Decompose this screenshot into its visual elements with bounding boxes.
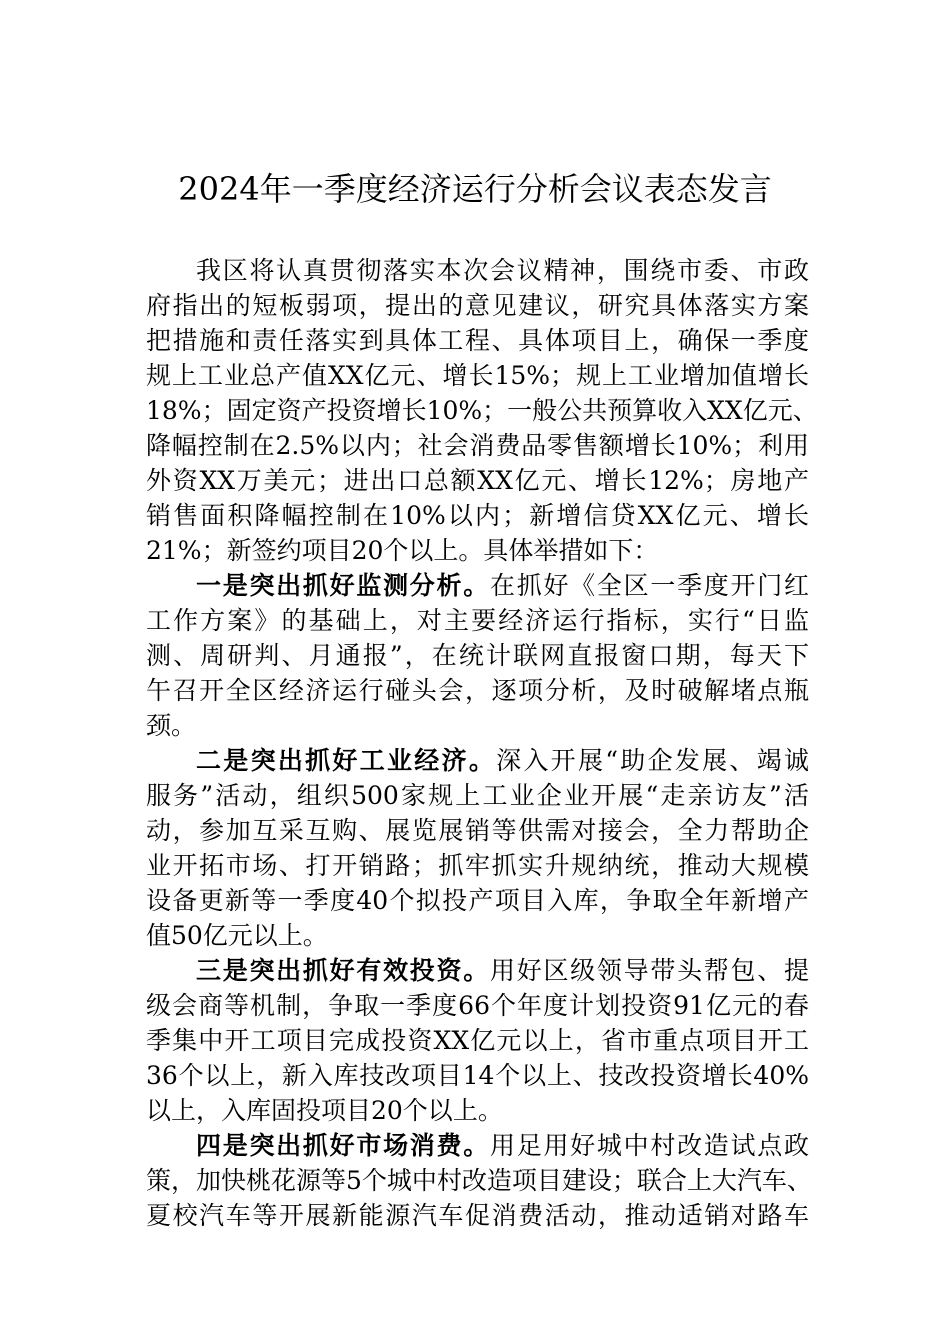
section-industrial-economy bbox=[146, 743, 809, 953]
text-line: 我区将认真贯彻落实本次会议精神，围绕市委、市政 bbox=[196, 256, 809, 285]
section-first-line bbox=[146, 1128, 809, 1163]
text-line: 午召开全区经济运行碰头会，逐项分析，及时破解堵点瓶 bbox=[146, 676, 809, 705]
section-lead: 二是突出抓好工业经济。 bbox=[196, 746, 497, 775]
section-first-line bbox=[146, 953, 809, 988]
text-line: 21%；新签约项目20个以上。具体举措如下： bbox=[146, 536, 659, 565]
text-line: 动，参加互采互购、展览展销等供需对接会，全力帮助企 bbox=[146, 816, 809, 845]
section-first-text: 深入开展“助企发展、竭诚 bbox=[496, 746, 809, 775]
text-line: 府指出的短板弱项，提出的意见建议，研究具体落实方案 bbox=[146, 291, 809, 320]
text-line: 季集中开工项目完成投资XX亿元以上，省市重点项目开工 bbox=[146, 1026, 809, 1055]
section-first-text: 用足用好城中村改造试点政 bbox=[490, 1131, 809, 1160]
section-first-text: 用好区级领导带头帮包、提 bbox=[490, 956, 809, 985]
section-lead: 一是突出抓好监测分析。 bbox=[196, 571, 490, 600]
section-first-line bbox=[146, 568, 809, 603]
text-line: 值50亿元以上。 bbox=[146, 921, 328, 950]
text-line: 夏校汽车等开展新能源汽车促消费活动，推动适销对路车 bbox=[146, 1201, 809, 1230]
text-line: 36个以上，新入库技改项目14个以上、技改投资增长40% bbox=[146, 1061, 809, 1090]
text-line: 把措施和责任落实到具体工程、具体项目上，确保一季度 bbox=[146, 326, 809, 355]
text-line: 颈。 bbox=[146, 711, 197, 740]
text-line: 以上，入库固投项目20个以上。 bbox=[146, 1096, 503, 1125]
document-title: 2024年一季度经济运行分析会议表态发言 bbox=[178, 170, 772, 208]
text-line: 业开拓市场、打开销路；抓牢抓实升规纳统，推动大规模 bbox=[146, 851, 809, 880]
text-line: 规上工业总产值XX亿元、增长15%；规上工业增加值增长 bbox=[146, 361, 809, 390]
text-line: 外资XX万美元；进出口总额XX亿元、增长12%；房地产 bbox=[146, 466, 809, 495]
section-monitoring-analysis bbox=[146, 568, 809, 743]
intro-paragraph bbox=[146, 253, 818, 568]
section-market-consumption bbox=[146, 1128, 812, 1233]
text-line: 级会商等机制，争取一季度66个年度计划投资91亿元的春 bbox=[146, 991, 809, 1020]
text-line: 测、周研判、月通报”，在统计联网直报窗口期，每天下 bbox=[146, 641, 809, 670]
text-line: 设备更新等一季度40个拟投产项目入库，争取全年新增产 bbox=[146, 886, 809, 915]
text-line: 销售面积降幅控制在10%以内；新增信贷XX亿元、增长 bbox=[146, 501, 809, 530]
document-body bbox=[146, 253, 818, 1233]
text-line: 服务”活动，组织500家规上工业企业开展“走亲访友”活 bbox=[146, 781, 809, 810]
text-line: 工作方案》的基础上，对主要经济运行指标，实行“日监 bbox=[146, 606, 809, 635]
section-effective-investment bbox=[146, 953, 809, 1128]
section-lead: 三是突出抓好有效投资。 bbox=[196, 956, 490, 985]
text-line: 策，加快桃花源等5个城中村改造项目建设；联合上大汽车、 bbox=[146, 1166, 812, 1195]
text-line: 降幅控制在2.5%以内；社会消费品零售额增长10%；利用 bbox=[146, 431, 809, 460]
section-first-line bbox=[146, 743, 809, 778]
section-lead: 四是突出抓好市场消费。 bbox=[196, 1131, 490, 1160]
section-first-text: 在抓好《全区一季度开门红 bbox=[490, 571, 809, 600]
text-line: 18%；固定资产投资增长10%；一般公共预算收入XX亿元、 bbox=[146, 396, 818, 425]
